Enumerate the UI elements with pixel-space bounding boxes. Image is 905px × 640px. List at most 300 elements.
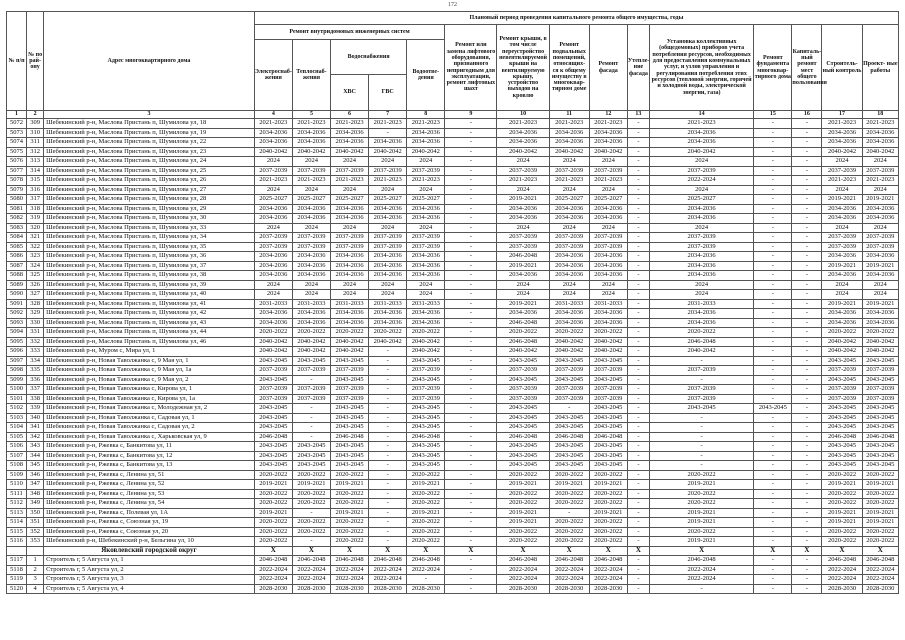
row-cell: - (649, 442, 753, 452)
row-cell: 2034-2036 (497, 214, 549, 224)
row-cell: - (649, 375, 753, 385)
row-cell: - (445, 584, 497, 594)
row-cell: - (445, 499, 497, 509)
row-district-number: 329 (27, 309, 44, 319)
row-cell: - (445, 223, 497, 233)
row-cell: 2040-2042 (822, 337, 862, 347)
column-number: 8 (407, 111, 445, 119)
row-cell: 2020-2022 (497, 328, 549, 338)
row-cell: - (369, 366, 407, 376)
row-cell: - (627, 356, 649, 366)
row-cell: 2043-2045 (862, 356, 898, 366)
row-cell: - (445, 575, 497, 585)
row-cell: - (369, 347, 407, 357)
row-cell: - (627, 271, 649, 281)
row-cell: 2034-2036 (369, 261, 407, 271)
row-cell: 2024 (497, 290, 549, 300)
row-cell: 2037-2039 (649, 394, 753, 404)
row-cell: 2043-2045 (589, 461, 627, 471)
row-cell: 2037-2039 (407, 394, 445, 404)
row-cell: - (792, 252, 822, 262)
row-cell: - (445, 347, 497, 357)
row-cell: 2028-2030 (407, 584, 445, 594)
row-cell: 2046-2048 (862, 556, 898, 566)
row-cell: 2043-2045 (407, 356, 445, 366)
row-cell: 2019-2021 (331, 480, 369, 490)
row-cell: 2019-2021 (822, 518, 862, 528)
row-district-number: 323 (27, 252, 44, 262)
row-cell: - (792, 299, 822, 309)
row-cell: 2037-2039 (862, 385, 898, 395)
row-cell: 2043-2045 (589, 442, 627, 452)
row-address: Строитель г, 5 Августа ул, 4 (44, 584, 255, 594)
row-cell: 2046-2048 (497, 252, 549, 262)
table-row (7, 185, 899, 195)
row-cell: 2024 (407, 223, 445, 233)
header-basement: Ремонт подвальных помещений, относящих- ся к общему имуществу в многоквар- тирном доме (549, 25, 589, 111)
row-cell: 2020-2022 (331, 470, 369, 480)
row-cell: - (754, 366, 792, 376)
row-cell: 2020-2022 (254, 499, 292, 509)
row-cell: - (445, 280, 497, 290)
row-cell: 2024 (292, 223, 330, 233)
row-cell: 2046-2048 (331, 556, 369, 566)
row-cell: 2037-2039 (589, 394, 627, 404)
row-cell: 2037-2039 (649, 385, 753, 395)
row-cell: 2024 (589, 223, 627, 233)
row-cell: 2037-2039 (331, 166, 369, 176)
row-cell: 2034-2036 (369, 271, 407, 281)
row-address: Шебекинский р-н, Новая Таволжанка с, Садовая ул, 2 (44, 423, 255, 433)
row-cell: 2040-2042 (862, 147, 898, 157)
row-district-number: 310 (27, 128, 44, 138)
row-cell: - (445, 290, 497, 300)
row-cell: 2046-2048 (331, 432, 369, 442)
row-cell: 2024 (254, 223, 292, 233)
row-cell: - (369, 432, 407, 442)
row-cell: - (792, 366, 822, 376)
row-cell: - (754, 413, 792, 423)
row-cell: 2040-2042 (497, 347, 549, 357)
row-cell: 2021-2023 (497, 119, 549, 129)
row-cell: 2031-2033 (369, 299, 407, 309)
row-cell: - (649, 423, 753, 433)
row-cell: - (369, 499, 407, 509)
row-cell: 2034-2036 (822, 138, 862, 148)
row-cell: 2046-2048 (822, 432, 862, 442)
row-cell: - (754, 309, 792, 319)
table-row (7, 527, 899, 537)
row-cell: 2021-2023 (369, 176, 407, 186)
row-number: 5087 (7, 261, 27, 271)
row-cell: 2043-2045 (407, 404, 445, 414)
row-cell: - (627, 385, 649, 395)
row-cell: 2020-2022 (549, 527, 589, 537)
row-cell: - (445, 318, 497, 328)
row-cell: 2020-2022 (292, 527, 330, 537)
row-cell: 2037-2039 (407, 385, 445, 395)
row-cell: - (445, 242, 497, 252)
row-cell: 2037-2039 (331, 242, 369, 252)
row-cell: 2037-2039 (254, 233, 292, 243)
row-cell: - (754, 138, 792, 148)
row-cell: 2037-2039 (822, 366, 862, 376)
row-cell: X (445, 546, 497, 556)
row-cell: 2020-2022 (649, 499, 753, 509)
row-cell: 2046-2048 (497, 318, 549, 328)
row-cell: - (627, 299, 649, 309)
row-cell: 2022-2024 (589, 565, 627, 575)
row-cell: 2034-2036 (549, 261, 589, 271)
row-cell: - (627, 318, 649, 328)
row-cell: 2022-2024 (649, 176, 753, 186)
row-cell: - (369, 375, 407, 385)
row-cell: - (754, 271, 792, 281)
table-row (7, 375, 899, 385)
row-cell: 2024 (649, 157, 753, 167)
table-row (7, 556, 899, 566)
row-address: Шебекинский р-н, Новая Таволжанка с, 9 Мая ул, 1 (44, 356, 255, 366)
row-cell: 2037-2039 (822, 233, 862, 243)
row-cell: - (407, 575, 445, 585)
column-number: 3 (44, 111, 255, 119)
row-cell: 2019-2021 (822, 480, 862, 490)
row-cell: 2037-2039 (862, 242, 898, 252)
table-row (7, 195, 899, 205)
row-cell: 2034-2036 (549, 309, 589, 319)
row-cell: - (754, 527, 792, 537)
row-cell: - (754, 394, 792, 404)
row-district-number: 340 (27, 413, 44, 423)
row-cell: 2034-2036 (369, 138, 407, 148)
row-cell: 2040-2042 (292, 337, 330, 347)
row-cell: 2024 (407, 185, 445, 195)
row-cell: 2020-2022 (292, 518, 330, 528)
row-address: Шебекинский р-н, Маслова Пристань п, Шумилова ул, 41 (44, 299, 255, 309)
row-cell: - (369, 489, 407, 499)
row-cell: 2043-2045 (497, 442, 549, 452)
row-cell: 2034-2036 (331, 261, 369, 271)
row-cell: 2034-2036 (649, 271, 753, 281)
row-cell: 2022-2024 (407, 565, 445, 575)
row-cell: - (754, 347, 792, 357)
row-cell: 2021-2023 (862, 176, 898, 186)
row-cell: 2019-2021 (649, 508, 753, 518)
row-number: 5075 (7, 147, 27, 157)
row-cell: - (369, 461, 407, 471)
row-district-number: 337 (27, 385, 44, 395)
row-cell: 2043-2045 (292, 442, 330, 452)
row-cell: 2043-2045 (549, 413, 589, 423)
row-district-number: 313 (27, 157, 44, 167)
row-number: 5116 (7, 537, 27, 547)
row-address: Шебекинский р-н, Маслова Пристань п, Шумилова ул, 23 (44, 147, 255, 157)
row-cell: - (369, 423, 407, 433)
row-cell: - (292, 508, 330, 518)
row-cell: - (445, 204, 497, 214)
row-cell: - (754, 261, 792, 271)
row-cell: 2040-2042 (862, 347, 898, 357)
row-district-number: 349 (27, 499, 44, 509)
row-cell: 2028-2030 (331, 584, 369, 594)
row-cell: - (445, 518, 497, 528)
row-cell: 2024 (549, 223, 589, 233)
row-cell: 2040-2042 (254, 347, 292, 357)
row-cell: 2021-2023 (292, 119, 330, 129)
row-cell: - (792, 385, 822, 395)
row-cell: 2034-2036 (254, 214, 292, 224)
row-cell: 2020-2022 (862, 499, 898, 509)
column-number: 6 (331, 111, 369, 119)
header-control: Строитель- ный контроль (822, 25, 862, 111)
row-address: Строитель г, 5 Августа ул, 1 (44, 556, 255, 566)
row-cell: - (292, 423, 330, 433)
row-cell: 2037-2039 (549, 233, 589, 243)
row-cell: - (792, 347, 822, 357)
row-cell: 2034-2036 (254, 318, 292, 328)
row-cell: X (649, 546, 753, 556)
header-hvs: ХВС (331, 75, 369, 110)
row-cell: 2022-2024 (254, 575, 292, 585)
row-cell: 2034-2036 (497, 204, 549, 214)
row-cell: 2043-2045 (292, 461, 330, 471)
row-cell: 2034-2036 (407, 138, 445, 148)
row-cell: 2043-2045 (549, 461, 589, 471)
row-cell: 2024 (254, 290, 292, 300)
row-cell: 2034-2036 (254, 128, 292, 138)
row-cell: - (754, 299, 792, 309)
row-cell: - (792, 565, 822, 575)
row-cell: 2037-2039 (822, 385, 862, 395)
row-cell: 2037-2039 (254, 394, 292, 404)
row-cell: 2022-2024 (292, 565, 330, 575)
row-cell: 2034-2036 (549, 214, 589, 224)
row-cell: 2040-2042 (549, 337, 589, 347)
row-cell: - (792, 518, 822, 528)
table-body (7, 119, 899, 594)
row-number: 5088 (7, 271, 27, 281)
row-cell: - (627, 394, 649, 404)
row-cell: - (792, 375, 822, 385)
row-cell: 2022-2024 (549, 565, 589, 575)
row-cell: 2021-2023 (549, 176, 589, 186)
row-cell: 2034-2036 (649, 214, 753, 224)
row-cell: - (445, 119, 497, 129)
row-cell: 2043-2045 (292, 356, 330, 366)
row-cell: 2020-2022 (254, 518, 292, 528)
row-cell: 2020-2022 (331, 537, 369, 547)
row-cell: 2037-2039 (331, 233, 369, 243)
row-cell: - (792, 261, 822, 271)
row-cell: - (445, 233, 497, 243)
row-cell: 2019-2021 (497, 480, 549, 490)
row-cell: 2019-2021 (862, 261, 898, 271)
row-cell: 2021-2023 (254, 119, 292, 129)
row-cell: 2034-2036 (292, 261, 330, 271)
row-cell: - (369, 480, 407, 490)
row-cell: 2020-2022 (331, 328, 369, 338)
row-address: Шебекинский р-н, Маслова Пристань п, Шумилова ул, 40 (44, 290, 255, 300)
row-cell: 2022-2024 (497, 565, 549, 575)
table-row (7, 290, 899, 300)
row-cell: 2046-2048 (369, 556, 407, 566)
row-cell: 2046-2048 (649, 337, 753, 347)
table-row (7, 204, 899, 214)
row-cell: - (445, 166, 497, 176)
row-cell: 2043-2045 (254, 413, 292, 423)
row-cell: 2020-2022 (407, 489, 445, 499)
row-cell: - (445, 470, 497, 480)
row-number: 5107 (7, 451, 27, 461)
row-district-number: 317 (27, 195, 44, 205)
table-row (7, 565, 899, 575)
row-cell: 2019-2021 (862, 480, 898, 490)
row-cell: - (627, 537, 649, 547)
row-cell: - (445, 176, 497, 186)
row-cell: 2022-2024 (254, 565, 292, 575)
row-cell: 2019-2021 (649, 537, 753, 547)
table-row (7, 214, 899, 224)
row-cell: - (792, 451, 822, 461)
row-address: Шебекинский р-н, Муром с, Мира ул, 1 (44, 347, 255, 357)
row-cell: 2037-2039 (292, 394, 330, 404)
row-cell: 2043-2045 (407, 423, 445, 433)
row-cell: 2034-2036 (822, 309, 862, 319)
row-cell: 2034-2036 (649, 204, 753, 214)
row-cell: - (649, 356, 753, 366)
row-number: 5074 (7, 138, 27, 148)
row-cell: 2043-2045 (497, 423, 549, 433)
row-cell: 2034-2036 (292, 214, 330, 224)
row-cell: 2037-2039 (407, 233, 445, 243)
row-cell: 2019-2021 (549, 480, 589, 490)
row-cell: - (292, 537, 330, 547)
header-facade: Ремонт фасада (589, 25, 627, 111)
row-cell: 2034-2036 (822, 252, 862, 262)
row-cell: 2034-2036 (407, 309, 445, 319)
table-row (7, 233, 899, 243)
row-cell: 2034-2036 (862, 214, 898, 224)
row-cell: 2020-2022 (862, 470, 898, 480)
row-cell: 2043-2045 (497, 413, 549, 423)
row-cell: 2043-2045 (589, 404, 627, 414)
row-address: Шебекинский р-н, Маслова Пристань п, Шумилова ул, 44 (44, 328, 255, 338)
row-cell: 2037-2039 (589, 233, 627, 243)
row-address: Шебекинский р-н, Маслова Пристань п, Шумилова ул, 38 (44, 271, 255, 281)
row-address: Шебекинский р-н, Маслова Пристань п, Шумилова ул, 30 (44, 214, 255, 224)
row-cell: 2022-2024 (331, 575, 369, 585)
row-address: Шебекинский р-н, Маслова Пристань п, Шумилова ул, 28 (44, 195, 255, 205)
row-address: Шебекинский р-н, Ржевка с, Ленина ул, 53 (44, 489, 255, 499)
row-cell: - (445, 128, 497, 138)
row-cell: 2020-2022 (822, 328, 862, 338)
row-cell: 2019-2021 (497, 261, 549, 271)
row-cell: 2034-2036 (589, 214, 627, 224)
row-district-number: 346 (27, 470, 44, 480)
row-cell: 2040-2042 (497, 147, 549, 157)
row-cell: - (445, 394, 497, 404)
row-cell: - (627, 337, 649, 347)
header-meters: Установка коллективных (общедомовых) приборов учета потребления ресурсов, необходимых для предоставления коммунальных услуг, и узлов управления и регулирования потребления этих ресурсов (тепловой энергии, горячей и холодной воды, электрической энергии, газа) (649, 25, 753, 111)
row-district-number: 338 (27, 394, 44, 404)
row-district-number: 347 (27, 480, 44, 490)
row-number: 5100 (7, 385, 27, 395)
row-cell: 2025-2027 (649, 195, 753, 205)
row-cell: 2019-2021 (331, 508, 369, 518)
row-address: Шебекинский р-н, Ржевка с, Банкитова ул, 12 (44, 451, 255, 461)
row-cell: 2040-2042 (292, 347, 330, 357)
row-cell: 2020-2022 (292, 328, 330, 338)
row-cell: 2040-2042 (822, 147, 862, 157)
row-district-number: 324 (27, 261, 44, 271)
row-number: 5113 (7, 508, 27, 518)
row-cell: 2034-2036 (407, 271, 445, 281)
row-cell: 2037-2039 (862, 166, 898, 176)
column-number: 14 (649, 111, 753, 119)
row-cell: 2046-2048 (549, 432, 589, 442)
row-cell: - (369, 413, 407, 423)
row-cell: - (627, 138, 649, 148)
table-row (7, 366, 899, 376)
row-cell: 2034-2036 (254, 252, 292, 262)
row-cell: 2043-2045 (331, 423, 369, 433)
row-cell: - (792, 470, 822, 480)
row-cell: 2021-2023 (407, 119, 445, 129)
row-cell: - (369, 394, 407, 404)
row-cell: 2037-2039 (497, 242, 549, 252)
row-cell: 2024 (331, 157, 369, 167)
row-cell: - (445, 375, 497, 385)
row-cell: 2020-2022 (407, 470, 445, 480)
row-cell: 2020-2022 (822, 489, 862, 499)
row-cell: 2028-2030 (862, 584, 898, 594)
table-row (7, 518, 899, 528)
row-cell: 2043-2045 (549, 356, 589, 366)
table-row (7, 347, 899, 357)
row-cell: 2024 (549, 157, 589, 167)
row-cell: - (627, 195, 649, 205)
row-cell: X (292, 546, 330, 556)
row-cell: - (627, 556, 649, 566)
row-cell: 2024 (369, 290, 407, 300)
row-cell: - (445, 451, 497, 461)
row-cell: 2020-2022 (822, 499, 862, 509)
row-cell: 2037-2039 (649, 166, 753, 176)
row-cell: 2043-2045 (862, 413, 898, 423)
row-district-number: 335 (27, 366, 44, 376)
row-district-number: 328 (27, 299, 44, 309)
row-cell: 2043-2045 (292, 451, 330, 461)
row-cell: 2043-2045 (822, 356, 862, 366)
row-cell: 2019-2021 (862, 299, 898, 309)
row-cell: 2043-2045 (331, 451, 369, 461)
row-cell: 2024 (822, 280, 862, 290)
column-number: 11 (549, 111, 589, 119)
row-cell: - (792, 337, 822, 347)
row-cell: 2037-2039 (822, 166, 862, 176)
row-cell: 2024 (649, 185, 753, 195)
row-cell: 2037-2039 (292, 366, 330, 376)
row-cell: - (792, 423, 822, 433)
row-cell: 2043-2045 (822, 375, 862, 385)
row-cell: 2024 (292, 157, 330, 167)
row-cell: 2040-2042 (331, 337, 369, 347)
row-cell: 2025-2027 (331, 195, 369, 205)
table-row (7, 261, 899, 271)
row-cell: 2043-2045 (549, 451, 589, 461)
row-district-number: 1 (27, 556, 44, 566)
table-row (7, 451, 899, 461)
